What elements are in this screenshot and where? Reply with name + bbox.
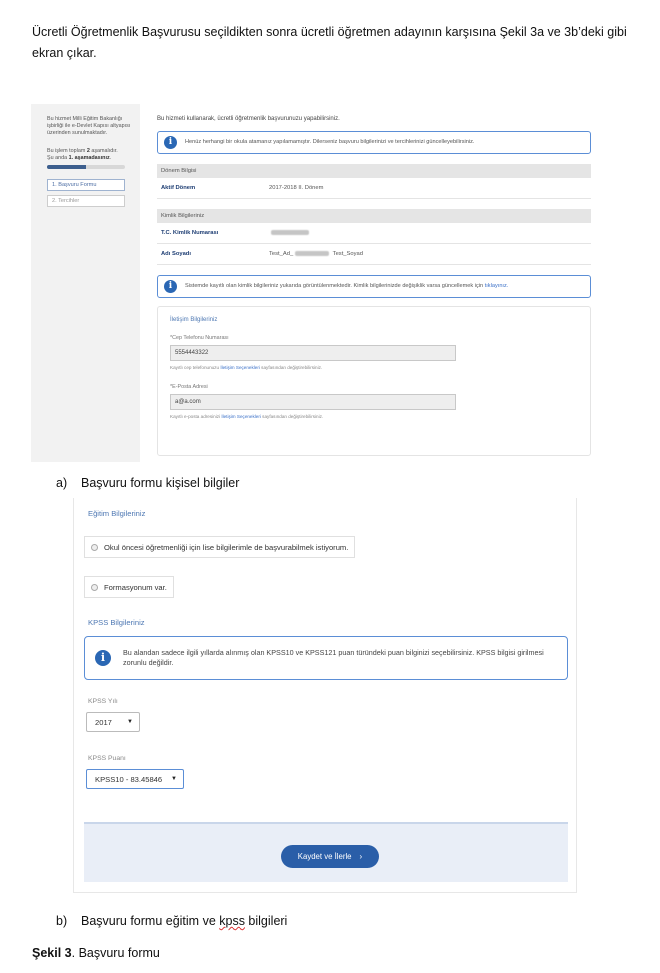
row-active-term <box>157 178 591 199</box>
caption-b-text: Başvuru formu eğitim ve <box>81 914 220 928</box>
kpss-title: KPSS Bilgileriniz <box>88 618 145 627</box>
caption-b-label: b) <box>56 914 68 928</box>
caption-b <box>56 914 287 928</box>
kpss-year-select[interactable] <box>86 712 140 732</box>
full-name-value <box>269 251 363 257</box>
sidebar-info: Bu hizmet Milli Eğitim Bakanlığı işbirliği ile e-Devlet Kapısı altyapısı üzerinden sunulmaktadır. <box>47 116 131 137</box>
save-and-continue-button[interactable] <box>281 845 379 868</box>
radio-circle-icon[interactable] <box>91 544 98 551</box>
identity-alert <box>157 275 591 298</box>
step-1-application-form[interactable]: 1. Başvuru Formu <box>47 179 125 191</box>
phone-label: *Cep Telefonu Numarası <box>170 335 229 342</box>
hint-text: Kayıtlı e-posta adresinizi <box>170 414 222 420</box>
caption-a-label: a) <box>56 476 68 490</box>
intro-paragraph: Ücretli Öğretmenlik Başvurusu seçildikten sonra ücretli öğretmen adayının karşısına Şekil 3a ve 3b’deki gibi ekran çıkar. <box>32 25 627 60</box>
main-content <box>157 116 591 456</box>
radio-formation-option[interactable] <box>84 576 174 598</box>
step-text: . <box>109 154 112 161</box>
sidebar <box>31 104 140 462</box>
step-status <box>47 148 131 162</box>
caption-a <box>56 476 239 490</box>
tc-number-redacted <box>269 230 311 236</box>
step-total: 2 <box>86 147 90 154</box>
caption-b-text: bilgileri <box>244 914 288 928</box>
kpss-year-label: KPSS Yılı <box>88 698 118 705</box>
phone-hint <box>170 365 580 370</box>
save-button-label: Kaydet ve İlerle <box>297 852 352 861</box>
section-identity-info: Kimlik Bilgileriniz <box>157 209 591 223</box>
kpss-info-alert <box>84 636 568 680</box>
radio-preschool-option[interactable] <box>84 536 355 558</box>
kpss-score-select[interactable] <box>86 769 184 789</box>
email-label: *E-Posta Adresi <box>170 384 208 391</box>
contact-title: İletişim Bilgileriniz <box>170 317 218 324</box>
name-prefix: Test_Ad_ <box>269 251 294 258</box>
caption-a-text: Başvuru formu kişisel bilgiler <box>81 476 240 490</box>
contact-options-link[interactable]: İletişim Seçenekleri <box>220 365 260 371</box>
kpss-score-label: KPSS Puanı <box>88 755 126 762</box>
step-2-preferences[interactable]: 2. Tercihler <box>47 195 125 207</box>
caption-b-kpss: kpss <box>219 914 245 928</box>
screenshot-education-kpss <box>73 498 577 893</box>
caret-down-icon: ▼ <box>171 776 177 782</box>
contact-info-panel <box>157 306 591 456</box>
hint-text: sayfasından değiştirebilirsiniz. <box>260 414 324 420</box>
progress-fill <box>47 165 86 169</box>
full-name-label: Adı Soyadı <box>161 251 191 258</box>
active-term-value: 2017-2018 II. Dönem <box>269 185 324 191</box>
name-suffix: Test_Soyad <box>331 251 363 258</box>
step-text: Şu anda <box>47 154 69 161</box>
education-title: Eğitim Bilgileriniz <box>88 509 146 518</box>
figure-title: . Başvuru formu <box>71 946 160 960</box>
lead-text: Bu hizmeti kullanarak, ücretli öğretmenlik başvurunuzu yapabilirsiniz. <box>157 116 340 122</box>
chevron-right-icon: › <box>359 852 363 861</box>
email-field[interactable]: a@a.com <box>170 394 456 410</box>
kpss-alert-text: Bu alandan sadece ilgili yıllarda alınmış olan KPSS10 ve KPSS121 puan türündeki puan bilginizi seçebilirsiniz. KPSS bilgisi girilmesi zorunlu değildir. <box>123 648 544 667</box>
step-text: aşamalıdır. <box>89 147 118 154</box>
figure-caption <box>32 946 160 960</box>
form-footer <box>84 822 568 882</box>
step-progress-bar <box>47 165 125 169</box>
row-tc-number <box>157 223 591 244</box>
row-full-name <box>157 244 591 265</box>
hint-text: Kayıtlı cep telefonunuzu <box>170 365 221 371</box>
tc-number-label: T.C. Kimlik Numarası <box>161 230 219 237</box>
screenshot-personal-info <box>31 104 595 462</box>
radio-preschool-label: Okul öncesi öğretmenliği için lise bilgilerimle de başvurabilmek istiyorum. <box>104 542 349 552</box>
info-icon: i <box>164 136 177 149</box>
section-term-info: Dönem Bilgisi <box>157 164 591 178</box>
radio-circle-icon[interactable] <box>91 584 98 591</box>
kpss-year-value: 2017 <box>95 717 112 727</box>
info-icon: i <box>95 650 111 666</box>
identity-alert-text <box>185 283 508 290</box>
email-hint <box>170 414 580 419</box>
alert-text: Henüz herhangi bir okula atamanız yapılamamıştır. Dilerseniz başvuru bilgilerinizi ve tercihlerinizi güncelleyebilirsiniz. <box>185 138 475 145</box>
kpss-score-value: KPSS10 - 83.45846 <box>95 774 163 784</box>
info-alert <box>157 131 591 154</box>
active-term-label: Aktif Dönem <box>161 185 196 191</box>
figure-number: Şekil 3 <box>32 946 72 960</box>
caret-down-icon: ▼ <box>127 719 133 725</box>
step-text: Bu işlem toplam <box>47 147 87 154</box>
info-icon: i <box>164 280 177 293</box>
step-current: 1. aşamadasınız <box>68 154 110 161</box>
contact-options-link[interactable]: İletişim Seçenekleri <box>221 414 261 420</box>
update-identity-link[interactable]: tıklayınız. <box>484 282 509 289</box>
phone-field[interactable]: 5554443322 <box>170 345 456 361</box>
alert-text: Sistemde kayıtlı olan kimlik bilgileriniz yukarıda görüntülenmektedir. Kimlik bilgilerinizde değişiklik varsa güncellemek için <box>185 282 485 289</box>
radio-formation-label: Formasyonum var. <box>104 582 167 592</box>
hint-text: sayfasından değiştirebilirsiniz. <box>259 365 323 371</box>
